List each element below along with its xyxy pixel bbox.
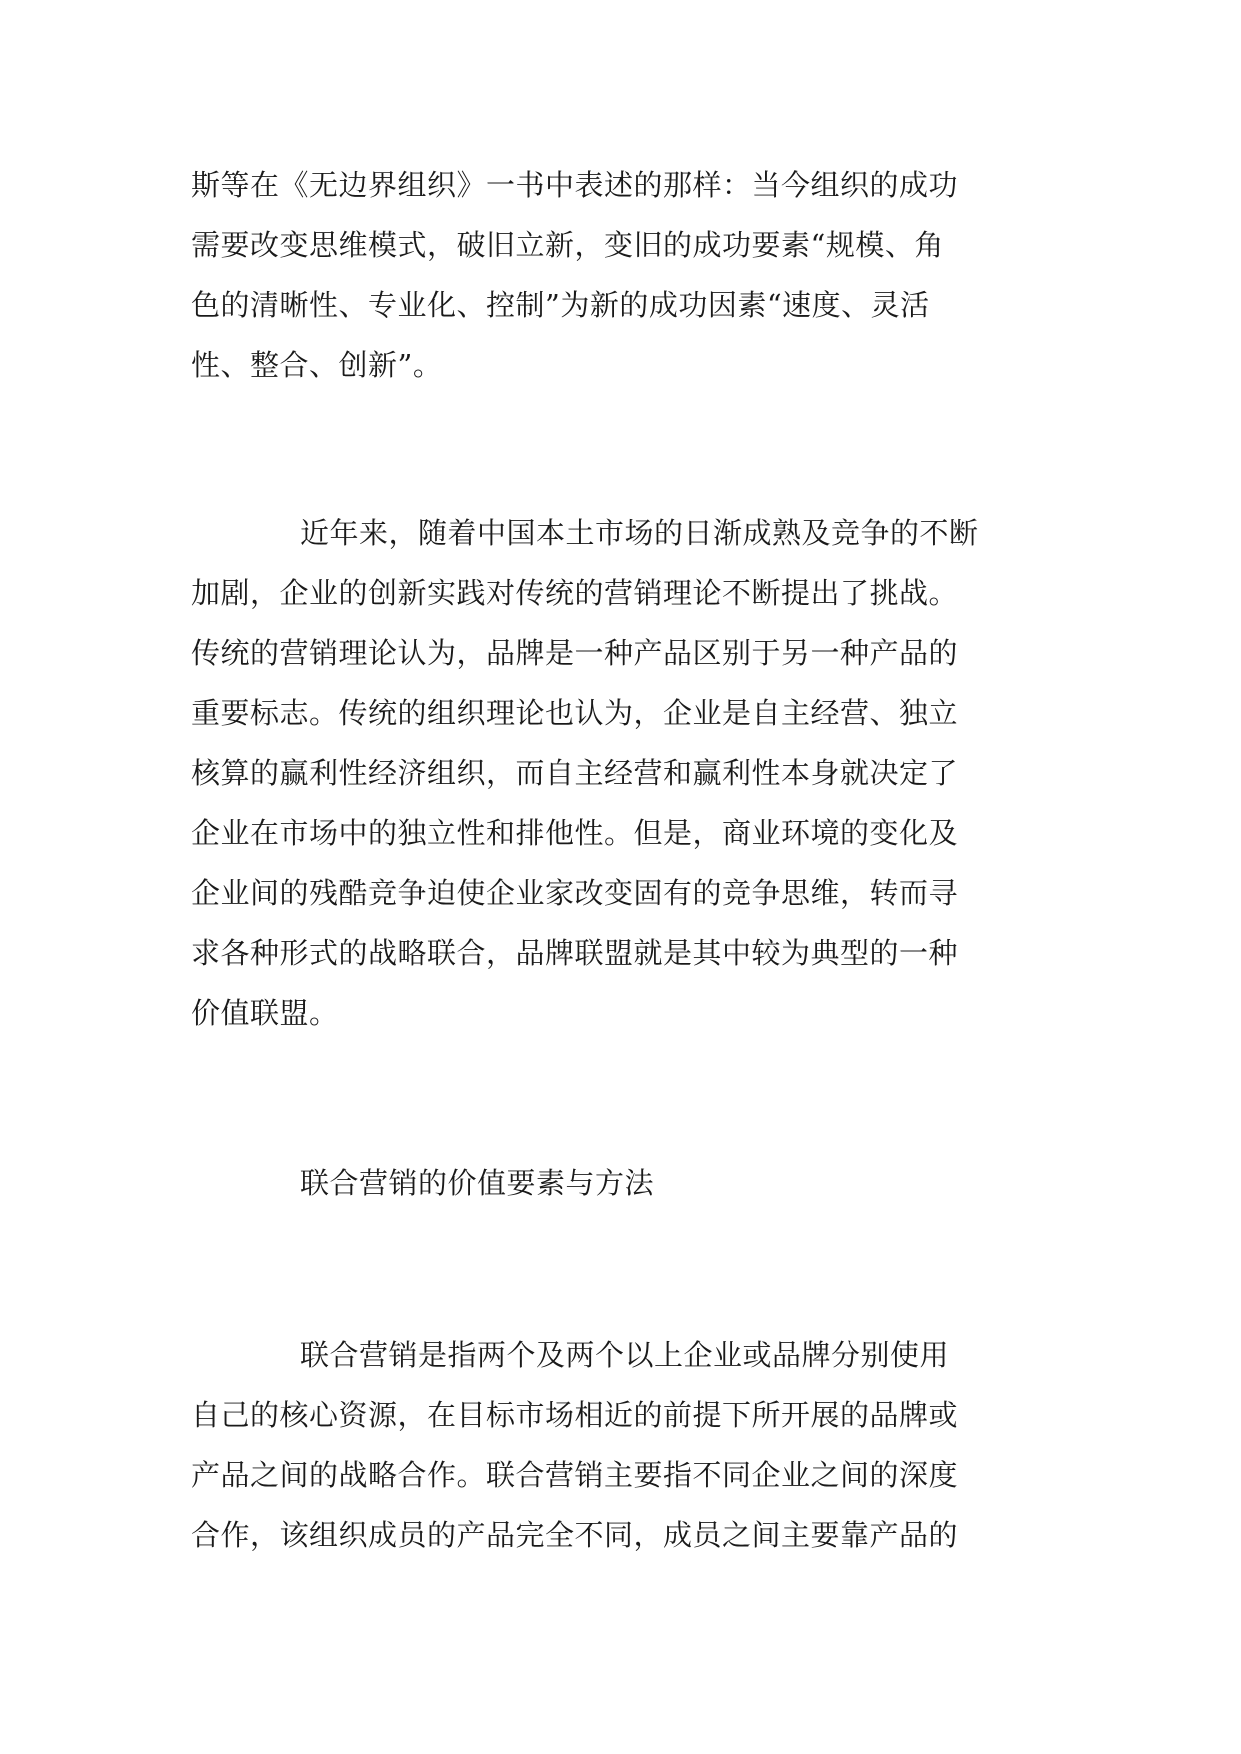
section-heading: 联合营销的价值要素与方法: [300, 1166, 655, 1200]
text-line: 需要改变思维模式，破旧立新，变旧的成功要素“规模、角: [191, 228, 944, 262]
text-line: 价值联盟。: [191, 996, 339, 1030]
text-line: 核算的赢利性经济组织，而自主经营和赢利性本身就决定了: [191, 756, 959, 790]
text-line: 加剧，企业的创新实践对传统的营销理论不断提出了挑战。: [191, 576, 959, 610]
text-line: 联合营销是指两个及两个以上企业或品牌分别使用: [300, 1338, 950, 1372]
text-line: 企业在市场中的独立性和排他性。但是，商业环境的变化及: [191, 816, 959, 850]
text-line: 性、整合、创新”。: [191, 348, 443, 382]
text-line: 合作，该组织成员的产品完全不同，成员之间主要靠产品的: [191, 1518, 959, 1552]
text-line: 企业间的残酷竞争迫使企业家改变固有的竞争思维，转而寻: [191, 876, 959, 910]
text-line: 自己的核心资源，在目标市场相近的前提下所开展的品牌或: [191, 1398, 959, 1432]
text-line: 产品之间的战略合作。联合营销主要指不同企业之间的深度: [191, 1458, 959, 1492]
text-line: 求各种形式的战略联合，品牌联盟就是其中较为典型的一种: [191, 936, 959, 970]
text-line: 近年来，随着中国本土市场的日渐成熟及竞争的不断: [300, 516, 979, 550]
text-line: 斯等在《无边界组织》一书中表述的那样：当今组织的成功: [191, 168, 959, 202]
text-line: 重要标志。传统的组织理论也认为，企业是自主经营、独立: [191, 696, 959, 730]
text-line: 色的清晰性、专业化、控制”为新的成功因素“速度、灵活: [191, 288, 930, 322]
text-line: 传统的营销理论认为，品牌是一种产品区别于另一种产品的: [191, 636, 959, 670]
